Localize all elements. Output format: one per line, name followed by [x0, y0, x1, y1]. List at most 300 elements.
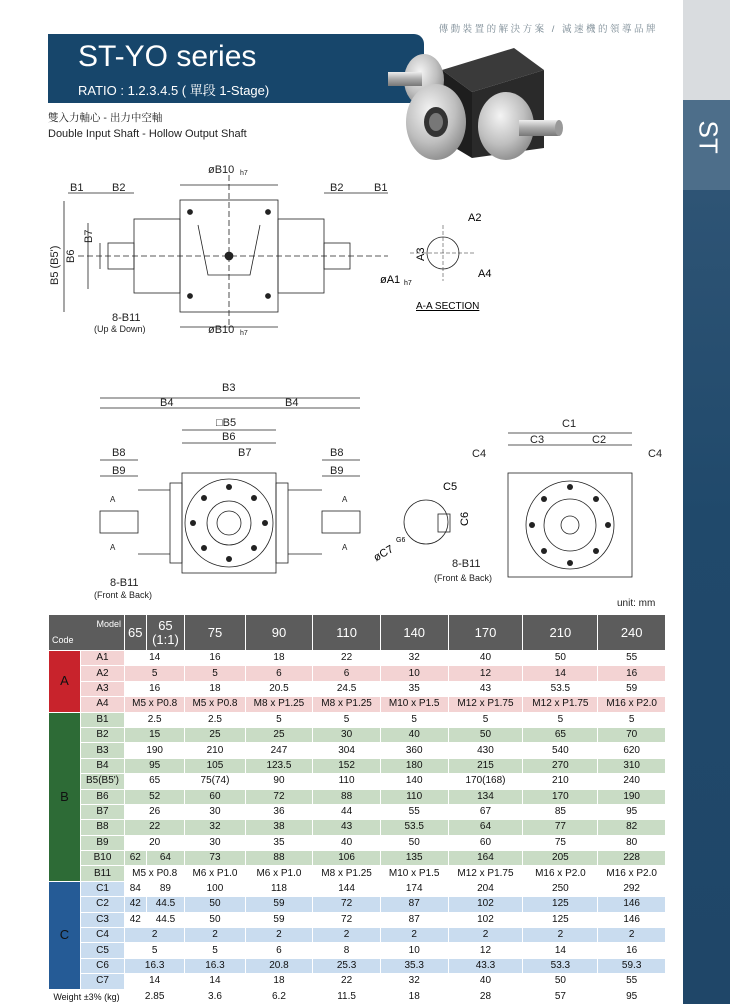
value-cell: 59: [245, 897, 313, 912]
spec-row: [49, 974, 666, 989]
value-cell: 44: [313, 804, 381, 819]
value-cell: 70: [598, 727, 666, 742]
value-cell: 118: [245, 881, 313, 896]
value-cell: 215: [448, 758, 523, 773]
spec-row: [49, 928, 666, 943]
value-cell: 32: [185, 820, 245, 835]
value-cell: 6: [245, 666, 313, 681]
value-cell: 20.8: [245, 958, 313, 973]
b10-bottom-label: øB10: [208, 324, 235, 336]
value-cell: 14: [523, 666, 598, 681]
weight-value: 57: [523, 989, 598, 1004]
value-cell: 59: [598, 681, 666, 696]
code-cell: B1: [81, 712, 125, 727]
value-cell: 5: [185, 666, 245, 681]
value-cell: 65: [125, 774, 185, 789]
spec-row: [49, 774, 666, 789]
model-header: 110: [313, 615, 381, 651]
value-cell: 210: [185, 743, 245, 758]
value-cell: 95: [125, 758, 185, 773]
b4-left-label: B4: [160, 397, 174, 409]
spec-row: [49, 958, 666, 973]
value-cell: 20.5: [245, 681, 313, 696]
value-cell: M10 x P1.5: [380, 866, 448, 881]
code-cell: B8: [81, 820, 125, 835]
value-cell: 36: [245, 804, 313, 819]
subtitle-cn: 雙入力軸心 - 出力中空軸: [48, 112, 163, 124]
value-cell: 25: [245, 727, 313, 742]
value-cell: 32: [380, 651, 448, 666]
model-header: 90: [245, 615, 313, 651]
value-cell: 59: [245, 912, 313, 927]
value-cell: 12: [448, 666, 523, 681]
value-cell: 540: [523, 743, 598, 758]
value-cell: 80: [598, 835, 666, 850]
value-cell: 140: [380, 774, 448, 789]
b11-note: (Up & Down): [94, 324, 146, 334]
value-cell: 106: [313, 851, 381, 866]
value-cell: 75: [523, 835, 598, 850]
value-cell: 190: [598, 789, 666, 804]
value-cell: 87: [380, 897, 448, 912]
spec-row: [49, 789, 666, 804]
spec-row: [49, 943, 666, 958]
b7-label: B7: [83, 229, 95, 243]
value-cell: 20: [125, 835, 185, 850]
value-cell: M8 x P1.25: [245, 697, 313, 712]
value-cell: 180: [380, 758, 448, 773]
value-cell: 50: [380, 835, 448, 850]
value-cell: 10: [380, 666, 448, 681]
value-cell: 2: [380, 928, 448, 943]
value-cell: M8 x P1.25: [313, 866, 381, 881]
header-corner: [49, 615, 125, 651]
value-cell: 16.3: [185, 958, 245, 973]
spec-row: [49, 897, 666, 912]
value-cell: 204: [448, 881, 523, 896]
value-cell: 89: [146, 881, 185, 896]
value-cell: M6 x P1.0: [245, 866, 313, 881]
spec-row: [49, 681, 666, 696]
spec-row: [49, 851, 666, 866]
value-cell: 134: [448, 789, 523, 804]
value-cell: 2.5: [185, 712, 245, 727]
value-cell: 18: [245, 651, 313, 666]
value-cell: 5: [313, 712, 381, 727]
value-cell: 40: [448, 974, 523, 989]
c5-label: C5: [443, 481, 458, 493]
b4-right-label: B4: [285, 397, 299, 409]
series-banner: [48, 34, 424, 103]
value-cell: 210: [523, 774, 598, 789]
value-cell: 14: [125, 974, 185, 989]
model-header: 140: [380, 615, 448, 651]
g6-note: G6: [396, 537, 406, 544]
value-cell: 73: [185, 851, 245, 866]
value-cell: 14: [185, 974, 245, 989]
code-cell: B4: [81, 758, 125, 773]
value-cell: 44.5: [146, 897, 185, 912]
value-cell: 430: [448, 743, 523, 758]
spec-row: [49, 651, 666, 666]
value-cell: 95: [598, 804, 666, 819]
value-cell: 43: [448, 681, 523, 696]
value-cell: 26: [125, 804, 185, 819]
value-cell: 42: [125, 897, 147, 912]
value-cell: 44.5: [146, 912, 185, 927]
b5-label: B5 (B5'): [49, 245, 61, 285]
model-header: 240: [598, 615, 666, 651]
value-cell: 72: [245, 789, 313, 804]
value-cell: 102: [448, 897, 523, 912]
header-row: [49, 615, 666, 651]
value-cell: 25: [185, 727, 245, 742]
value-cell: 135: [380, 851, 448, 866]
value-cell: 67: [448, 804, 523, 819]
value-cell: 270: [523, 758, 598, 773]
value-cell: 247: [245, 743, 313, 758]
spec-row: [49, 743, 666, 758]
value-cell: M5 x P0.8: [185, 697, 245, 712]
value-cell: 55: [380, 804, 448, 819]
value-cell: 190: [125, 743, 185, 758]
value-cell: M10 x P1.5: [380, 697, 448, 712]
value-cell: M5 x P0.8: [125, 697, 185, 712]
unit-label: unit: mm: [617, 598, 656, 609]
weight-value: 2.85: [125, 989, 185, 1004]
value-cell: 43: [313, 820, 381, 835]
value-cell: 52: [125, 789, 185, 804]
value-cell: 62: [125, 851, 147, 866]
section-title: A-A SECTION: [416, 301, 480, 312]
tagline: 傳動裝置的解決方案 / 減速機的領導品牌: [438, 24, 658, 35]
value-cell: 82: [598, 820, 666, 835]
c4-right-label: C4: [648, 448, 663, 460]
section-mark-a: A: [342, 495, 348, 504]
side-lower-band: [683, 190, 730, 1004]
spec-row: [49, 727, 666, 742]
spec-row: [49, 697, 666, 712]
code-cell: C5: [81, 943, 125, 958]
value-cell: 35: [380, 681, 448, 696]
value-cell: M8 x P1.25: [313, 697, 381, 712]
a3-label: A3: [415, 247, 427, 261]
value-cell: 59.3: [598, 958, 666, 973]
value-cell: 22: [313, 651, 381, 666]
value-cell: M16 x P2.0: [523, 866, 598, 881]
value-cell: 6: [313, 666, 381, 681]
value-cell: 5: [380, 712, 448, 727]
value-cell: 2: [598, 928, 666, 943]
b10-top-label: øB10: [208, 164, 235, 176]
value-cell: 77: [523, 820, 598, 835]
value-cell: 53.5: [380, 820, 448, 835]
spec-row: [49, 820, 666, 835]
spec-row: [49, 758, 666, 773]
value-cell: 2: [125, 928, 185, 943]
value-cell: 50: [185, 912, 245, 927]
weight-label: Weight ±3% (kg): [49, 989, 125, 1004]
b9-left-label: B9: [112, 465, 126, 477]
code-cell: A3: [81, 681, 125, 696]
b6-label: B6: [65, 249, 77, 263]
value-cell: 16: [125, 681, 185, 696]
code-cell: C2: [81, 897, 125, 912]
gearbox-product-image: [384, 40, 674, 160]
code-cell: B2: [81, 727, 125, 742]
value-cell: 123.5: [245, 758, 313, 773]
value-cell: 170: [523, 789, 598, 804]
value-cell: 146: [598, 897, 666, 912]
value-cell: 125: [523, 897, 598, 912]
b2-left-label: B2: [112, 182, 126, 194]
weight-value: 18: [380, 989, 448, 1004]
c7-label: øC7: [371, 543, 396, 565]
value-cell: 15: [125, 727, 185, 742]
b7-label: B7: [238, 447, 252, 459]
value-cell: 125: [523, 912, 598, 927]
value-cell: 35: [245, 835, 313, 850]
value-cell: 16: [598, 666, 666, 681]
front-view-drawing: [90, 378, 370, 608]
c6-label: C6: [459, 511, 471, 526]
weight-value: 3.6: [185, 989, 245, 1004]
b11-label: 8-B11: [110, 577, 139, 589]
value-cell: 75(74): [185, 774, 245, 789]
b1-left-label: B1: [70, 182, 84, 194]
group-cell: A: [49, 651, 81, 713]
value-cell: 60: [185, 789, 245, 804]
value-cell: 55: [598, 651, 666, 666]
value-cell: 50: [185, 897, 245, 912]
value-cell: M5 x P0.8: [125, 866, 185, 881]
value-cell: 42: [125, 912, 147, 927]
code-cell: B11: [81, 866, 125, 881]
code-cell: C7: [81, 974, 125, 989]
value-cell: 5: [125, 943, 185, 958]
value-cell: 2: [185, 928, 245, 943]
weight-value: 6.2: [245, 989, 313, 1004]
subtitle-en: Double Input Shaft - Hollow Output Shaft: [48, 128, 247, 140]
spec-row: [49, 912, 666, 927]
b11-note: (Front & Back): [94, 590, 153, 600]
b1-right-label: B1: [374, 182, 388, 194]
value-cell: 144: [313, 881, 381, 896]
value-cell: 146: [598, 912, 666, 927]
value-cell: 5: [523, 712, 598, 727]
b11-note: (Front & Back): [434, 573, 493, 583]
value-cell: 40: [380, 727, 448, 742]
value-cell: 2.5: [125, 712, 185, 727]
value-cell: 88: [313, 789, 381, 804]
value-cell: 100: [185, 881, 245, 896]
value-cell: M16 x P2.0: [598, 866, 666, 881]
value-cell: 30: [185, 804, 245, 819]
value-cell: 152: [313, 758, 381, 773]
value-cell: 65: [523, 727, 598, 742]
b8-right-label: B8: [330, 447, 344, 459]
value-cell: 53.3: [523, 958, 598, 973]
value-cell: 72: [313, 897, 381, 912]
value-cell: 72: [313, 912, 381, 927]
value-cell: 18: [245, 974, 313, 989]
spec-row: [49, 712, 666, 727]
value-cell: 14: [125, 651, 185, 666]
value-cell: 292: [598, 881, 666, 896]
c2-label: C2: [592, 434, 607, 446]
value-cell: 16: [598, 943, 666, 958]
h7-note: h7: [404, 280, 412, 287]
section-drawing: [380, 205, 510, 315]
b11-label: 8-B11: [452, 558, 481, 570]
h7-note: h7: [240, 170, 248, 177]
value-cell: 22: [313, 974, 381, 989]
value-cell: 24.5: [313, 681, 381, 696]
value-cell: 164: [448, 851, 523, 866]
b8-left-label: B8: [112, 447, 126, 459]
code-cell: B10: [81, 851, 125, 866]
c1-label: C1: [562, 418, 577, 430]
value-cell: 304: [313, 743, 381, 758]
value-cell: M12 x P1.75: [448, 697, 523, 712]
value-cell: M12 x P1.75: [523, 697, 598, 712]
spec-table: [48, 614, 666, 1005]
value-cell: M6 x P1.0: [185, 866, 245, 881]
value-cell: 84: [125, 881, 147, 896]
section-mark-a: A: [342, 543, 348, 552]
b6-label: B6: [222, 431, 236, 443]
weight-value: 28: [448, 989, 523, 1004]
model-header: 75: [185, 615, 245, 651]
value-cell: 25.3: [313, 958, 381, 973]
code-cell: A4: [81, 697, 125, 712]
value-cell: 6: [245, 943, 313, 958]
section-mark-a: A: [110, 495, 116, 504]
value-cell: 55: [598, 974, 666, 989]
weight-value: 95: [598, 989, 666, 1004]
group-cell: B: [49, 712, 81, 881]
value-cell: 18: [185, 681, 245, 696]
value-cell: 12: [448, 943, 523, 958]
value-cell: 22: [125, 820, 185, 835]
value-cell: 2: [448, 928, 523, 943]
b3-label: B3: [222, 382, 236, 394]
ratio-text: RATIO : 1.2.3.4.5 ( 單段 1-Stage): [78, 83, 270, 98]
b5-box-label: □B5: [216, 417, 237, 429]
model-header: 65 (1:1): [146, 615, 185, 651]
code-cell: C6: [81, 958, 125, 973]
code-cell: A1: [81, 651, 125, 666]
weight-value: 11.5: [313, 989, 381, 1004]
series-title: ST-YO series: [78, 40, 257, 73]
value-cell: 90: [245, 774, 313, 789]
value-cell: 64: [448, 820, 523, 835]
value-cell: 110: [313, 774, 381, 789]
model-header: 65: [125, 615, 147, 651]
value-cell: 110: [380, 789, 448, 804]
section-mark-a: A: [110, 543, 116, 552]
spec-row: [49, 866, 666, 881]
value-cell: 5: [185, 943, 245, 958]
value-cell: 2: [523, 928, 598, 943]
value-cell: 205: [523, 851, 598, 866]
code-cell: B5(B5'): [81, 774, 125, 789]
value-cell: 64: [146, 851, 185, 866]
value-cell: 10: [380, 943, 448, 958]
value-cell: 250: [523, 881, 598, 896]
value-cell: 87: [380, 912, 448, 927]
value-cell: 2: [313, 928, 381, 943]
code-cell: C1: [81, 881, 125, 896]
value-cell: 38: [245, 820, 313, 835]
model-header: 210: [523, 615, 598, 651]
code-cell: B6: [81, 789, 125, 804]
a2-label: A2: [468, 212, 482, 224]
model-header: 170: [448, 615, 523, 651]
code-cell: B7: [81, 804, 125, 819]
a4-label: A4: [478, 268, 492, 280]
spec-row: [49, 835, 666, 850]
b2-right-label: B2: [330, 182, 344, 194]
value-cell: 240: [598, 774, 666, 789]
value-cell: 5: [245, 712, 313, 727]
c4-left-label: C4: [472, 448, 487, 460]
value-cell: 5: [598, 712, 666, 727]
value-cell: 360: [380, 743, 448, 758]
a1-label: øA1: [380, 274, 401, 286]
value-cell: 30: [185, 835, 245, 850]
code-cell: A2: [81, 666, 125, 681]
value-cell: 170(168): [448, 774, 523, 789]
value-cell: 310: [598, 758, 666, 773]
value-cell: 53.5: [523, 681, 598, 696]
b11-label: 8-B11: [112, 312, 141, 324]
h7-note: h7: [240, 330, 248, 337]
c3-label: C3: [530, 434, 545, 446]
value-cell: 40: [313, 835, 381, 850]
weight-row: [49, 989, 666, 1004]
value-cell: 16: [185, 651, 245, 666]
value-cell: 50: [523, 651, 598, 666]
corner-code-label: Code: [52, 635, 74, 645]
group-cell: C: [49, 881, 81, 989]
code-cell: C4: [81, 928, 125, 943]
value-cell: 40: [448, 651, 523, 666]
value-cell: 32: [380, 974, 448, 989]
b9-right-label: B9: [330, 465, 344, 477]
code-cell: B9: [81, 835, 125, 850]
side-tab-label: ST: [693, 120, 724, 154]
value-cell: 8: [313, 943, 381, 958]
value-cell: M12 x P1.75: [448, 866, 523, 881]
value-cell: 228: [598, 851, 666, 866]
spec-row: [49, 804, 666, 819]
value-cell: 102: [448, 912, 523, 927]
value-cell: 35.3: [380, 958, 448, 973]
spec-row: [49, 881, 666, 896]
value-cell: 50: [448, 727, 523, 742]
value-cell: 14: [523, 943, 598, 958]
spec-row: [49, 666, 666, 681]
value-cell: 50: [523, 974, 598, 989]
value-cell: 43.3: [448, 958, 523, 973]
value-cell: 174: [380, 881, 448, 896]
value-cell: 620: [598, 743, 666, 758]
value-cell: 30: [313, 727, 381, 742]
value-cell: 5: [125, 666, 185, 681]
value-cell: 85: [523, 804, 598, 819]
value-cell: M16 x P2.0: [598, 697, 666, 712]
